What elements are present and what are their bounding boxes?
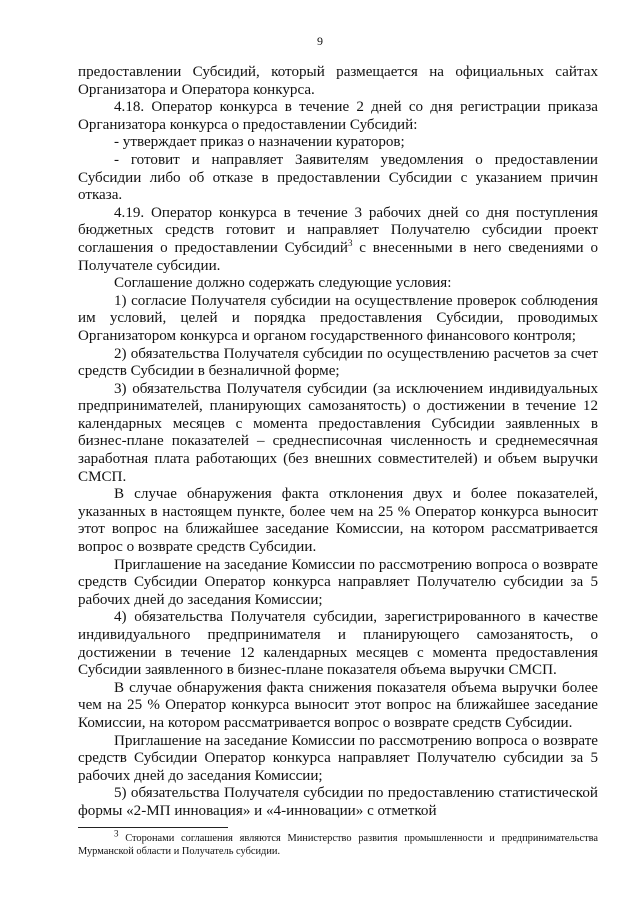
paragraph: предоставлении Субсидий, который размещается на официальных сайтах Организатора и Оператора конкурса.	[78, 64, 598, 98]
list-item: - утверждает приказ о назначении кураторов;	[114, 134, 405, 151]
document-body	[78, 64, 598, 821]
footnote-reference: 3	[347, 237, 353, 248]
list-item: - готовит и направляет Заявителям уведомления о предоставлении Субсидии либо об отказе в предоставлении Субсидии с указанием причин отказа.	[78, 151, 598, 204]
paragraph: Соглашение должно содержать следующие условия:	[114, 275, 452, 292]
paragraph: 4.18. Оператор конкурса в течение 2 дней со дня регистрации приказа Организатора конкурса о предоставлении Субсидий:	[78, 99, 598, 133]
list-item: 2) обязательства Получателя субсидии по осуществлению расчетов за счет средств Субсидии в безналичной форме;	[78, 345, 598, 380]
footnote-divider	[78, 827, 228, 828]
footnote: $^3$ Сторонами соглашения являются Министерство развития промышленности и предпринимательства Мурманской области и Получатель субсидии.	[78, 828, 598, 857]
page-number: 9	[317, 34, 323, 48]
list-item: 5) обязательства Получателя субсидии по предоставлению статистической формы «2-МП инновация» и «4-инновации» с отметкой	[78, 785, 598, 819]
paragraph: В случае обнаружения факта отклонения двух и более показателей, указанных в настоящем пункте, более чем на 25 % Оператор конкурса выносит этот вопрос на ближайшее заседание Комиссии, на котором рассматривается вопрос о возврате средств Субсидии.	[78, 486, 598, 556]
list-item: 3) обязательства Получателя субсидии (за исключением индивидуальных предпринимателей, планирующих самозанятость) о достижении в течение 12 календарных месяцев с момента предоставления Субсидии заявленных в бизнес-плане показателей – среднесписочная численность и среднемесячная заработная плата работающих (без внешних совместителей) и объем выручки СМСП.	[78, 380, 598, 485]
list-item: 1) согласие Получателя субсидии на осуществление проверок соблюдения им условий, целей и порядка предоставления Субсидии, проводимых Организатором конкурса и органом государственного финансового контроля;	[78, 292, 598, 344]
paragraph: Приглашение на заседание Комиссии по рассмотрению вопроса о возврате средств Субсидии Оператор конкурса направляет Получателю субсидии за 5 рабочих дней до заседания Комиссии;	[78, 556, 598, 608]
paragraph: Приглашение на заседание Комиссии по рассмотрению вопроса о возврате средств Субсидии Оператор конкурса направляет Получателю субсидии за 5 рабочих дней до заседания Комиссии;	[78, 732, 598, 784]
paragraph: В случае обнаружения факта снижения показателя объема выручки более чем на 25 % Оператор конкурса выносит этот вопрос на ближайшее заседание Комиссии, на котором рассматривается вопрос о возврате средств Субсидии.	[78, 679, 598, 731]
list-item: 4) обязательства Получателя субсидии, зарегистрированного в качестве индивидуального предпринимателя и планирующего самозанятость, о достижении в течение 12 календарных месяцев с момента предоставления Субсидии заявленного в бизнес-плане показателя объема выручки СМСП.	[78, 609, 598, 679]
footnote-mark: 3	[114, 828, 119, 839]
paragraph: 4.19. Оператор конкурса в течение 3 рабочих дней со дня поступления бюджетных средств готовит и направляет Получателю субсидии проект соглашения о предоставлении Субсидий$^3$ с внесенными в него сведениями о Получателе субсидии.	[78, 204, 598, 274]
